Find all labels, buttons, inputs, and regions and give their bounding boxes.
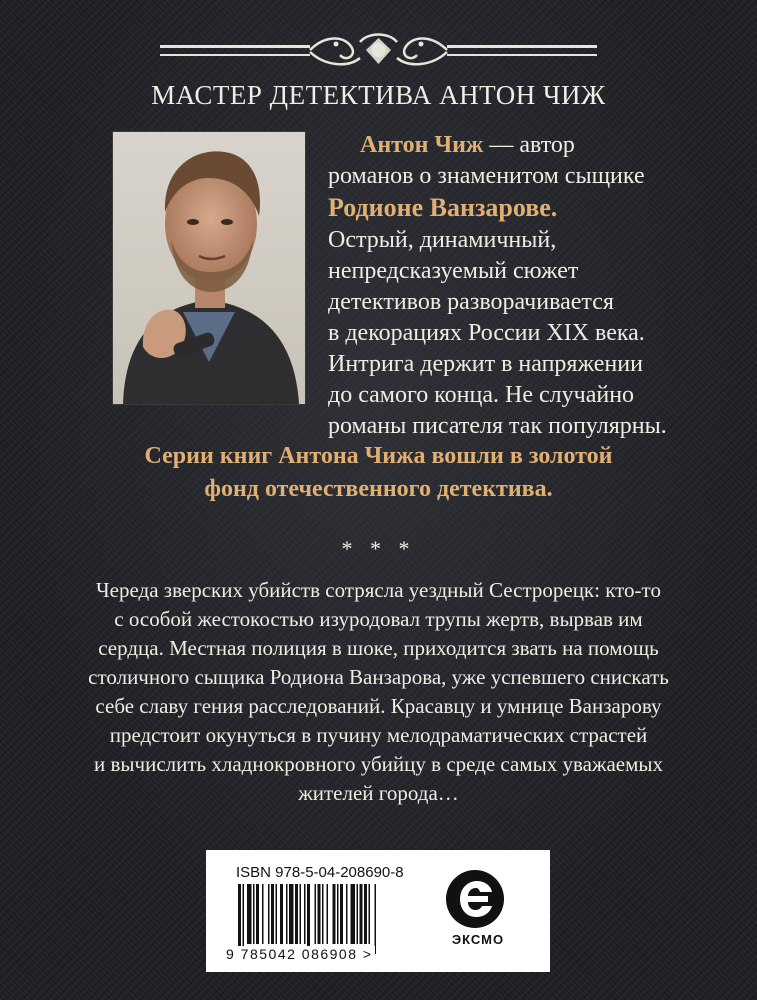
praise-line: Серии книг Антона Чижа вошли в золотой — [144, 443, 613, 469]
author-photo — [112, 131, 306, 405]
synopsis-line: предстоит окунуться в пучину мелодраматических страстей — [109, 723, 648, 747]
synopsis-line: жителей города… — [298, 781, 459, 805]
bio-line: непредсказуемый сюжет — [328, 258, 579, 284]
barcode-digits: 9 785042 086908 > — [226, 946, 373, 962]
bio-text: — автор — [483, 132, 575, 158]
section-separator: * * * — [341, 536, 416, 561]
synopsis-line: с особой жестокостью изуродовал трупы жертв, вырвав им — [114, 607, 643, 631]
barcode-panel — [206, 850, 550, 972]
synopsis-line: Череда зверских убийств сотрясла уездный Сестрорецк: кто-то — [96, 578, 661, 602]
synopsis-line: сердца. Местная полиция в шоке, приходится звать на помощь — [98, 636, 659, 660]
bio-line — [360, 130, 575, 161]
praise-line: фонд отечественного детектива. — [204, 476, 553, 502]
author-name: Антон Чиж — [360, 132, 484, 158]
isbn-text: ISBN 978-5-04-208690-8 — [236, 864, 404, 881]
bio-line: детективов разворачивается — [328, 289, 614, 315]
bio-line: романов о знаменитом сыщике — [328, 163, 645, 189]
bio-line: романы писателя так популярны. — [328, 413, 667, 439]
synopsis-line: себе славу гения расследований. Красавцу и умнице Ванзарову — [95, 694, 662, 718]
bio-line: Интрига держит в напряжении — [328, 351, 643, 377]
hero-name: Родионе Ванзарове. — [328, 193, 558, 222]
bio-line: Острый, динамичный, — [328, 227, 557, 253]
publisher-name: ЭКСМО — [451, 932, 505, 947]
synopsis-line: столичного сыщика Родиона Ванзарова, уже успевшего снискать — [88, 665, 669, 689]
bio-line: в декорациях России XIX века. — [328, 320, 645, 346]
eksmo-logo-icon — [444, 868, 506, 930]
series-title: МАСТЕР ДЕТЕКТИВА АНТОН ЧИЖ — [151, 80, 606, 110]
bio-line: до самого конца. Не случайно — [328, 382, 635, 408]
ornament-divider-icon — [160, 30, 597, 72]
synopsis-line: и вычислить хладнокровного убийцу в среде самых уважаемых — [94, 752, 663, 776]
